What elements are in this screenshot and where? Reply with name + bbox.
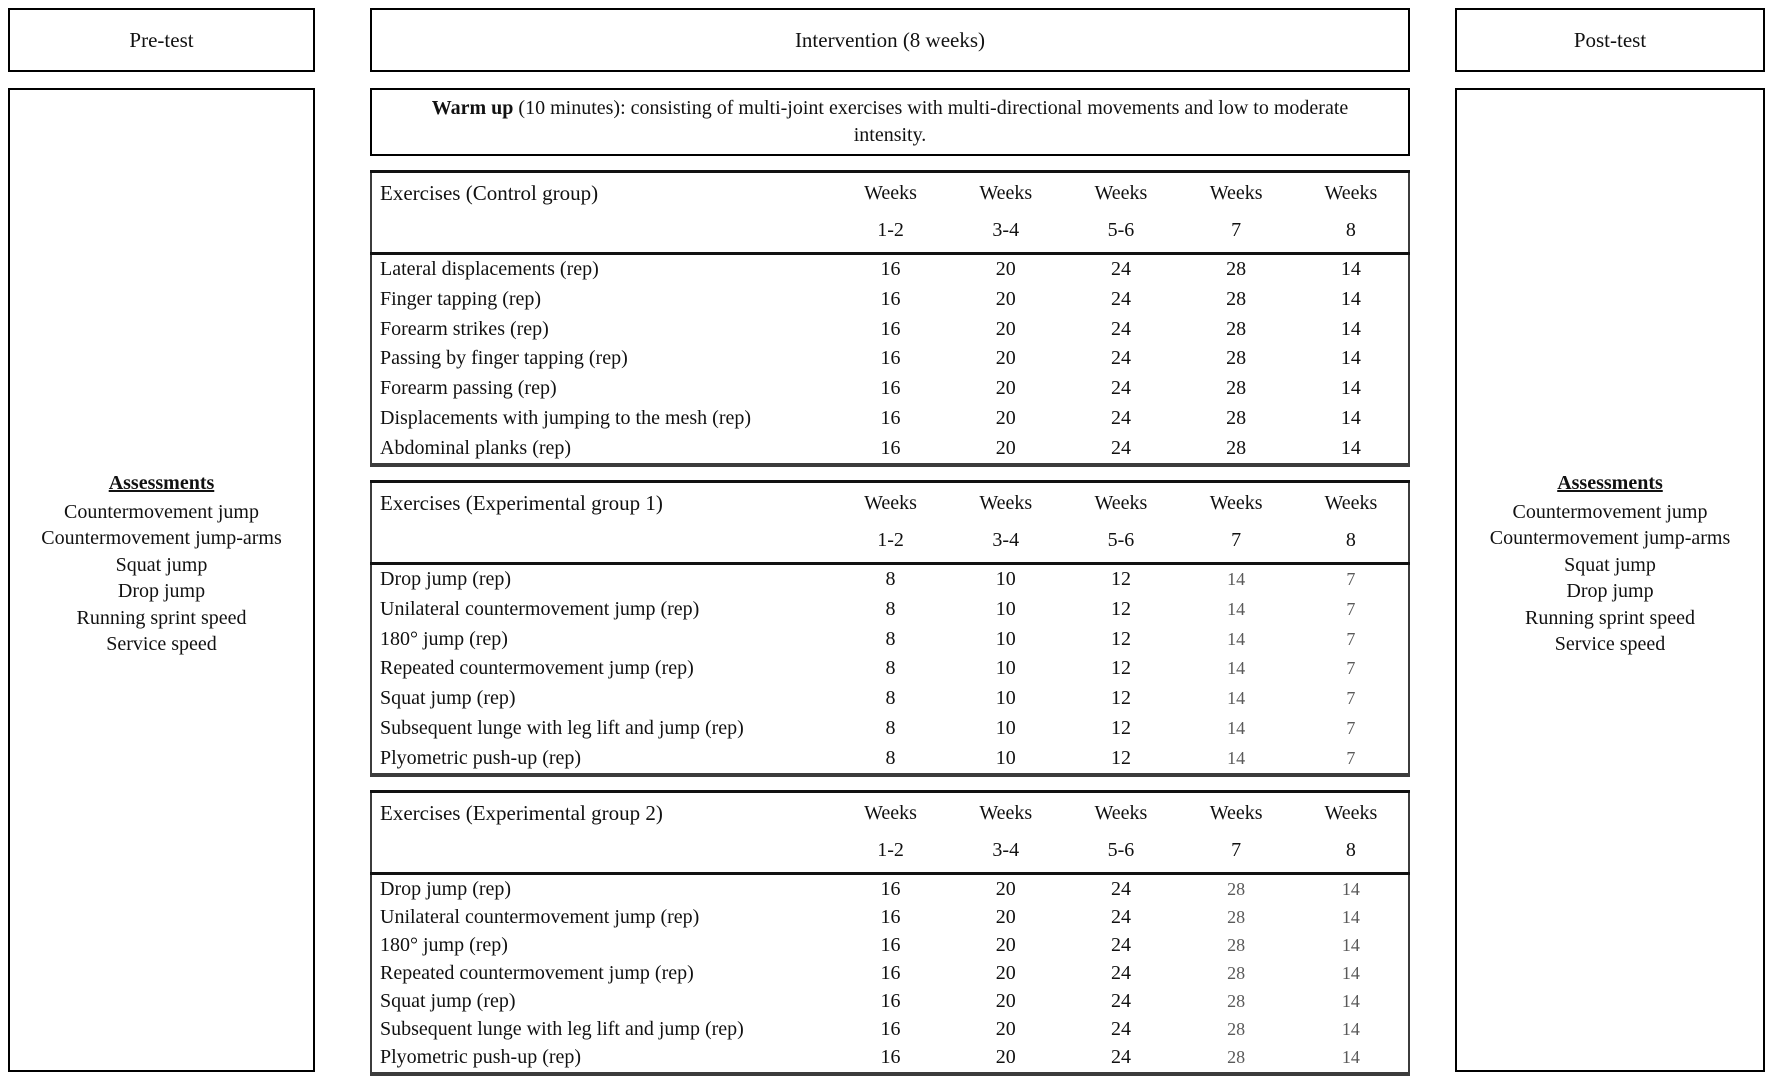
value-cell: 14 — [1340, 377, 1361, 400]
assessment-item: Countermovement jump-arms — [41, 527, 282, 550]
table-row — [371, 285, 1409, 315]
value-cell: 28 — [1227, 962, 1246, 983]
value-cell: 24 — [1110, 1046, 1131, 1069]
value-cell: 28 — [1226, 436, 1247, 459]
value-cell: 8 — [885, 687, 896, 710]
exercise-name-cell: Lateral displacements (rep) — [380, 258, 599, 281]
value-cell: 20 — [995, 258, 1016, 281]
exercise-name-cell: Subsequent lunge with leg lift and jump (rep) — [380, 1018, 744, 1041]
week-header: Weeks — [1209, 182, 1263, 204]
value-cell: 14 — [1340, 317, 1361, 340]
exercise-table — [370, 170, 1410, 467]
table-row — [371, 595, 1409, 625]
pretest-assessments-panel — [8, 88, 315, 1072]
table-row — [371, 874, 1409, 904]
value-cell: 24 — [1110, 288, 1131, 311]
value-cell: 16 — [880, 377, 901, 400]
table-row — [371, 1044, 1409, 1074]
value-cell: 20 — [995, 406, 1016, 429]
value-cell: 8 — [885, 568, 896, 591]
value-cell: 12 — [1110, 598, 1131, 621]
value-cell: 24 — [1110, 905, 1131, 928]
value-cell: 14 — [1341, 934, 1360, 955]
table-row — [371, 344, 1409, 374]
value-cell: 16 — [880, 436, 901, 459]
assessments-title: Assessments — [108, 471, 215, 494]
assessment-item: Squat jump — [1564, 553, 1656, 576]
table-row — [371, 624, 1409, 654]
value-cell: 20 — [995, 877, 1016, 900]
week-header: Weeks — [979, 802, 1033, 824]
week-header: Weeks — [1324, 492, 1378, 514]
value-cell: 24 — [1110, 317, 1131, 340]
week-header: Weeks — [864, 182, 917, 204]
value-cell: 12 — [1110, 568, 1131, 591]
pretest-label: Pre-test — [129, 27, 194, 52]
value-cell: 14 — [1341, 1047, 1360, 1068]
pretest-header-box — [8, 8, 315, 72]
value-cell: 16 — [880, 406, 901, 429]
exercise-name-cell: Displacements with jumping to the mesh (rep) — [380, 406, 752, 429]
table-row — [371, 433, 1409, 465]
exercise-table — [370, 790, 1410, 1076]
value-cell: 20 — [995, 1018, 1016, 1041]
table-row — [371, 684, 1409, 714]
value-cell: 20 — [995, 905, 1016, 928]
value-cell: 16 — [880, 1046, 901, 1069]
value-cell: 16 — [880, 1018, 901, 1041]
exercise-name-cell: Repeated countermovement jump (rep) — [380, 657, 694, 680]
value-cell: 24 — [1110, 258, 1131, 281]
exercise-table — [370, 480, 1410, 777]
value-cell: 14 — [1340, 347, 1361, 370]
value-cell: 7 — [1346, 717, 1356, 738]
value-cell: 20 — [995, 933, 1016, 956]
assessment-item: Running sprint speed — [1524, 606, 1695, 629]
value-cell: 14 — [1227, 688, 1246, 709]
warmup-title: Warm up — [431, 97, 514, 119]
value-cell: 7 — [1346, 599, 1356, 620]
value-cell: 7 — [1346, 658, 1356, 679]
posttest-label: Post-test — [1573, 27, 1647, 52]
intervention-header-box — [370, 8, 1410, 72]
value-cell: 12 — [1110, 687, 1131, 710]
assessments-title: Assessments — [1557, 471, 1663, 494]
value-cell: 28 — [1226, 317, 1247, 340]
assessment-item: Drop jump — [1566, 580, 1654, 603]
value-cell: 7 — [1346, 569, 1356, 590]
value-cell: 24 — [1110, 990, 1131, 1013]
week-header: Weeks — [864, 802, 917, 824]
value-cell: 14 — [1227, 747, 1246, 768]
exercise-name-cell: Repeated countermovement jump (rep) — [380, 961, 694, 984]
value-cell: 8 — [885, 598, 896, 621]
week-range: 1-2 — [833, 825, 948, 874]
warmup-text — [398, 95, 1382, 149]
assessment-item: Running sprint speed — [76, 606, 247, 629]
exercise-name-cell: 180° jump (rep) — [380, 933, 508, 956]
week-header: Weeks — [1094, 182, 1148, 204]
value-cell: 20 — [995, 1046, 1016, 1069]
value-cell: 14 — [1227, 628, 1246, 649]
exercise-name-cell: Passing by finger tapping (rep) — [380, 347, 628, 370]
value-cell: 14 — [1340, 436, 1361, 459]
value-cell: 10 — [995, 568, 1016, 591]
value-cell: 12 — [1110, 746, 1131, 769]
table-row — [371, 374, 1409, 404]
table-row — [371, 903, 1409, 931]
value-cell: 20 — [995, 961, 1016, 984]
exercise-name-cell: Unilateral countermovement jump (rep) — [380, 905, 700, 928]
value-cell: 14 — [1341, 991, 1360, 1012]
value-cell: 28 — [1226, 377, 1247, 400]
week-range: 8 — [1294, 825, 1409, 874]
exercise-name-cell: Subsequent lunge with leg lift and jump (rep) — [380, 716, 744, 739]
value-cell: 20 — [995, 990, 1016, 1013]
value-cell: 16 — [880, 961, 901, 984]
assessment-item: Service speed — [1554, 633, 1666, 656]
assessment-item: Countermovement jump — [64, 500, 259, 523]
value-cell: 24 — [1110, 1018, 1131, 1041]
value-cell: 8 — [885, 657, 896, 680]
table-row — [371, 254, 1409, 285]
table-row — [371, 564, 1409, 595]
week-header: Weeks — [1209, 802, 1263, 824]
value-cell: 14 — [1340, 258, 1361, 281]
value-cell: 24 — [1110, 406, 1131, 429]
week-header: Weeks — [1324, 182, 1378, 204]
table-row — [371, 403, 1409, 433]
value-cell: 24 — [1110, 377, 1131, 400]
assessment-item: Countermovement jump — [1512, 500, 1708, 523]
value-cell: 14 — [1341, 1019, 1360, 1040]
exercise-name-cell: Plyometric push-up (rep) — [380, 746, 582, 769]
value-cell: 10 — [995, 627, 1016, 650]
value-cell: 8 — [885, 627, 896, 650]
value-cell: 28 — [1226, 347, 1247, 370]
value-cell: 28 — [1227, 1047, 1246, 1068]
week-range: 3-4 — [948, 825, 1063, 874]
week-range: 7 — [1179, 825, 1294, 874]
value-cell: 16 — [880, 877, 901, 900]
value-cell: 12 — [1110, 627, 1131, 650]
value-cell: 10 — [995, 598, 1016, 621]
table-row — [371, 1016, 1409, 1044]
value-cell: 10 — [995, 657, 1016, 680]
week-range: 1-2 — [833, 205, 948, 254]
assessment-item: Countermovement jump-arms — [1489, 527, 1731, 550]
value-cell: 16 — [880, 288, 901, 311]
week-range: 5-6 — [1063, 515, 1178, 564]
value-cell: 20 — [995, 347, 1016, 370]
assessments-block — [41, 470, 282, 658]
warmup-description: (10 minutes): consisting of multi-joint exercises with multi-directional movements and low to moderate intensity. — [513, 97, 1349, 146]
table-title: Exercises (Control group) — [371, 172, 833, 254]
exercise-name-cell: Abdominal planks (rep) — [380, 436, 572, 459]
table-title: Exercises (Experimental group 1) — [371, 482, 833, 564]
week-header: Weeks — [1094, 492, 1148, 514]
value-cell: 16 — [880, 990, 901, 1013]
value-cell: 24 — [1110, 347, 1131, 370]
value-cell: 20 — [995, 436, 1016, 459]
value-cell: 28 — [1226, 288, 1247, 311]
exercise-name-cell: Finger tapping (rep) — [380, 288, 542, 311]
value-cell: 14 — [1227, 569, 1246, 590]
assessment-item: Service speed — [106, 633, 217, 656]
value-cell: 8 — [885, 716, 896, 739]
week-range: 8 — [1294, 515, 1409, 564]
week-range: 3-4 — [948, 515, 1063, 564]
table-row — [371, 743, 1409, 775]
value-cell: 12 — [1110, 716, 1131, 739]
value-cell: 16 — [880, 317, 901, 340]
value-cell: 28 — [1227, 1019, 1246, 1040]
table-row — [371, 988, 1409, 1016]
week-range: 7 — [1179, 515, 1294, 564]
value-cell: 14 — [1227, 599, 1246, 620]
value-cell: 20 — [995, 377, 1016, 400]
week-header: Weeks — [1209, 492, 1263, 514]
value-cell: 14 — [1340, 288, 1361, 311]
posttest-header-box — [1455, 8, 1765, 72]
table-row — [371, 654, 1409, 684]
value-cell: 28 — [1226, 258, 1247, 281]
value-cell: 28 — [1227, 934, 1246, 955]
value-cell: 20 — [995, 288, 1016, 311]
assessment-item: Drop jump — [117, 580, 206, 603]
value-cell: 16 — [880, 347, 901, 370]
exercise-name-cell: Unilateral countermovement jump (rep) — [380, 598, 700, 621]
exercise-name-cell: 180° jump (rep) — [380, 627, 508, 650]
table-row — [371, 713, 1409, 743]
table-row — [371, 959, 1409, 987]
week-range: 5-6 — [1063, 825, 1178, 874]
table-row — [371, 314, 1409, 344]
week-header: Weeks — [979, 492, 1033, 514]
exercise-name-cell: Squat jump (rep) — [380, 687, 516, 710]
value-cell: 24 — [1110, 877, 1131, 900]
value-cell: 12 — [1110, 657, 1131, 680]
value-cell: 8 — [885, 746, 896, 769]
value-cell: 14 — [1227, 658, 1246, 679]
value-cell: 14 — [1341, 906, 1360, 927]
value-cell: 7 — [1346, 688, 1356, 709]
week-range: 7 — [1179, 205, 1294, 254]
value-cell: 16 — [880, 933, 901, 956]
warmup-box — [370, 88, 1410, 156]
table-row — [371, 931, 1409, 959]
exercise-name-cell: Forearm strikes (rep) — [380, 317, 549, 340]
value-cell: 14 — [1341, 878, 1360, 899]
control-group-table — [370, 170, 1410, 467]
experimental-group-1-table — [370, 480, 1410, 777]
week-header: Weeks — [1094, 802, 1148, 824]
value-cell: 14 — [1340, 406, 1361, 429]
exercise-name-cell: Plyometric push-up (rep) — [380, 1046, 582, 1069]
value-cell: 28 — [1227, 906, 1246, 927]
value-cell: 24 — [1110, 961, 1131, 984]
value-cell: 24 — [1110, 933, 1131, 956]
exercise-name-cell: Drop jump (rep) — [380, 877, 512, 900]
week-header: Weeks — [1324, 802, 1378, 824]
value-cell: 28 — [1227, 991, 1246, 1012]
exercise-name-cell: Drop jump (rep) — [380, 568, 512, 591]
value-cell: 16 — [880, 905, 901, 928]
value-cell: 10 — [995, 687, 1016, 710]
week-header: Weeks — [864, 492, 917, 514]
value-cell: 7 — [1346, 628, 1356, 649]
assessment-item: Squat jump — [115, 553, 208, 576]
exercise-name-cell: Forearm passing (rep) — [380, 377, 557, 400]
value-cell: 28 — [1227, 878, 1246, 899]
week-range: 5-6 — [1063, 205, 1178, 254]
posttest-assessments-panel — [1455, 88, 1765, 1072]
experimental-group-2-table — [370, 790, 1410, 1076]
value-cell: 10 — [995, 746, 1016, 769]
week-range: 8 — [1294, 205, 1409, 254]
value-cell: 10 — [995, 716, 1016, 739]
value-cell: 24 — [1110, 436, 1131, 459]
week-range: 1-2 — [833, 515, 948, 564]
table-title: Exercises (Experimental group 2) — [371, 792, 833, 874]
intervention-label: Intervention (8 weeks) — [794, 27, 986, 52]
value-cell: 14 — [1341, 962, 1360, 983]
assessments-block — [1490, 470, 1731, 658]
value-cell: 7 — [1346, 747, 1356, 768]
week-header: Weeks — [979, 182, 1033, 204]
week-range: 3-4 — [948, 205, 1063, 254]
value-cell: 14 — [1227, 717, 1246, 738]
value-cell: 28 — [1226, 406, 1247, 429]
value-cell: 16 — [880, 258, 901, 281]
exercise-name-cell: Squat jump (rep) — [380, 990, 516, 1013]
value-cell: 20 — [995, 317, 1016, 340]
